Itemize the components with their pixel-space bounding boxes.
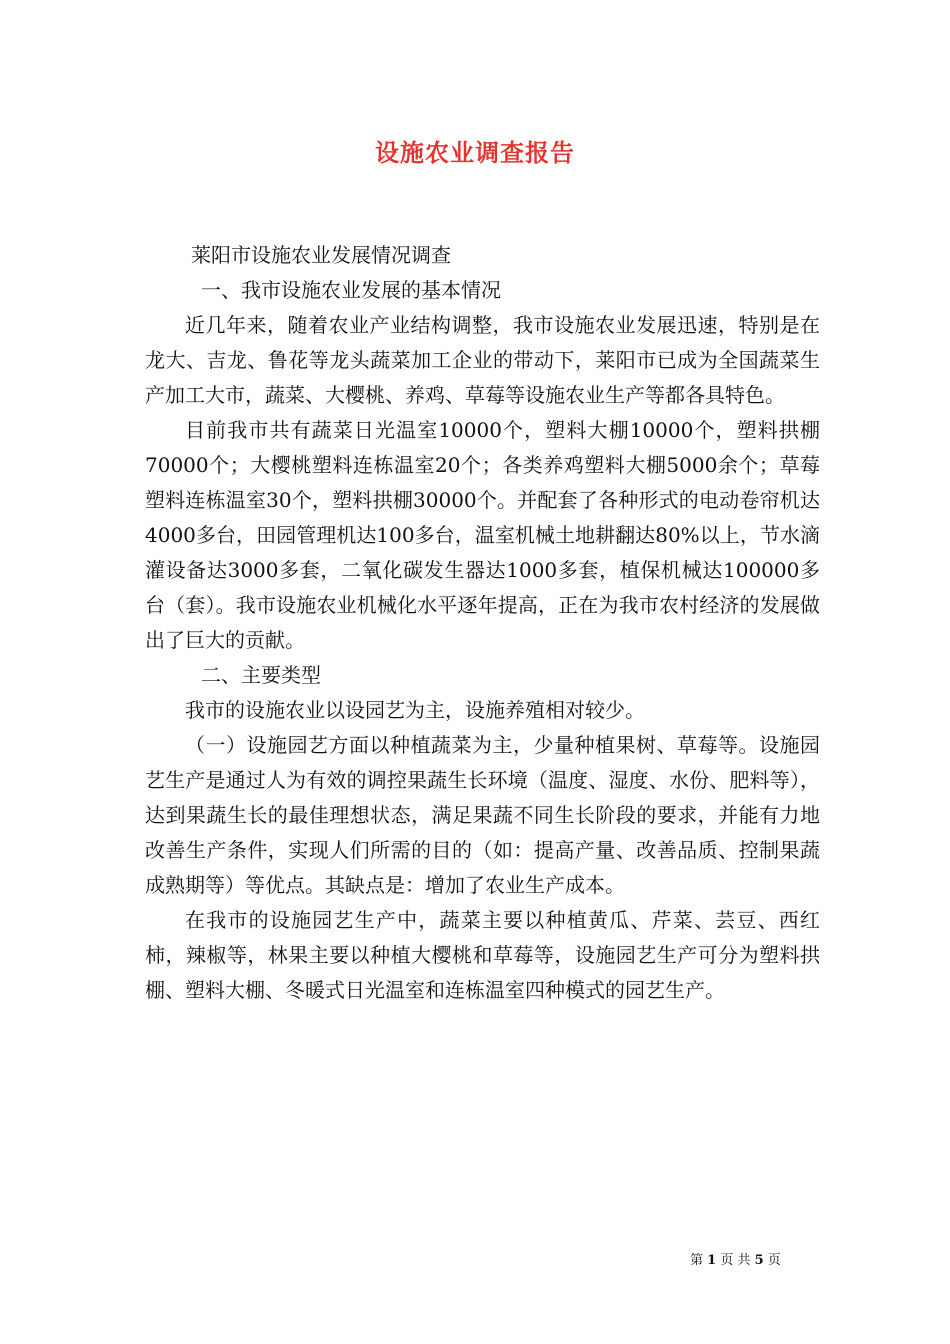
- subtitle: 莱阳市设施农业发展情况调查: [191, 243, 451, 267]
- footer-suffix: 页: [767, 1253, 781, 1268]
- paragraph-4: （一）设施园艺方面以种植蔬菜为主，少量种植果树、草莓等。设施园艺生产是通过人为有效的调控果蔬生长环境（温度、湿度、水份、肥料等），达到果蔬生长的最佳理想状态，满足果蔬不同生长阶段的要求，并能有力地改善生产条件，实现人们所需的目的（如：提高产量、改善品质、控制果蔬成熟期等）等优点。其缺点是：增加了农业生产成本。: [145, 733, 820, 897]
- page-title: 设施农业调查报告: [375, 138, 575, 167]
- footer-page-number: 1: [707, 1253, 717, 1268]
- footer-prefix: 第: [690, 1253, 704, 1268]
- paragraph-3: 我市的设施农业以设园艺为主，设施养殖相对较少。: [185, 698, 645, 722]
- footer-total-pages: 5: [754, 1253, 764, 1268]
- paragraph-2: 目前我市共有蔬菜日光温室10000个，塑料大棚10000个，塑料拱棚70000个；大樱桃塑料连栋温室20个；各类养鸡塑料大棚5000余个；草莓塑料连栋温室30个，塑料拱棚30000个。并配套了各种形式的电动卷帘机达4000多台，田园管理机达100多台，温室机械土地耕翻达80%以上，节水滴灌设备达3000多套，二氧化碳发生器达1000多套，植保机械达100000多台（套）。我市设施农业机械化水平逐年提高，正在为我市农村经济的发展做出了巨大的贡献。: [145, 418, 820, 652]
- footer-mid: 页 共: [720, 1253, 751, 1268]
- section-heading-1: 一、我市设施农业发展的基本情况: [201, 278, 501, 302]
- document-body: [145, 238, 820, 1008]
- paragraph-5: 在我市的设施园艺生产中，蔬菜主要以种植黄瓜、芹菜、芸豆、西红柿，辣椒等，林果主要以种植大樱桃和草莓等，设施园艺生产可分为塑料拱棚、塑料大棚、冬暖式日光温室和连栋温室四种模式的园艺生产。: [145, 908, 820, 1002]
- paragraph-1: 近几年来，随着农业产业结构调整，我市设施农业发展迅速，特别是在龙大、吉龙、鲁花等龙头蔬菜加工企业的带动下，莱阳市已成为全国蔬菜生产加工大市，蔬菜、大樱桃、养鸡、草莓等设施农业生产等都各具特色。: [145, 313, 820, 407]
- page-footer: [690, 1249, 830, 1268]
- section-heading-2: 二、主要类型: [201, 663, 321, 687]
